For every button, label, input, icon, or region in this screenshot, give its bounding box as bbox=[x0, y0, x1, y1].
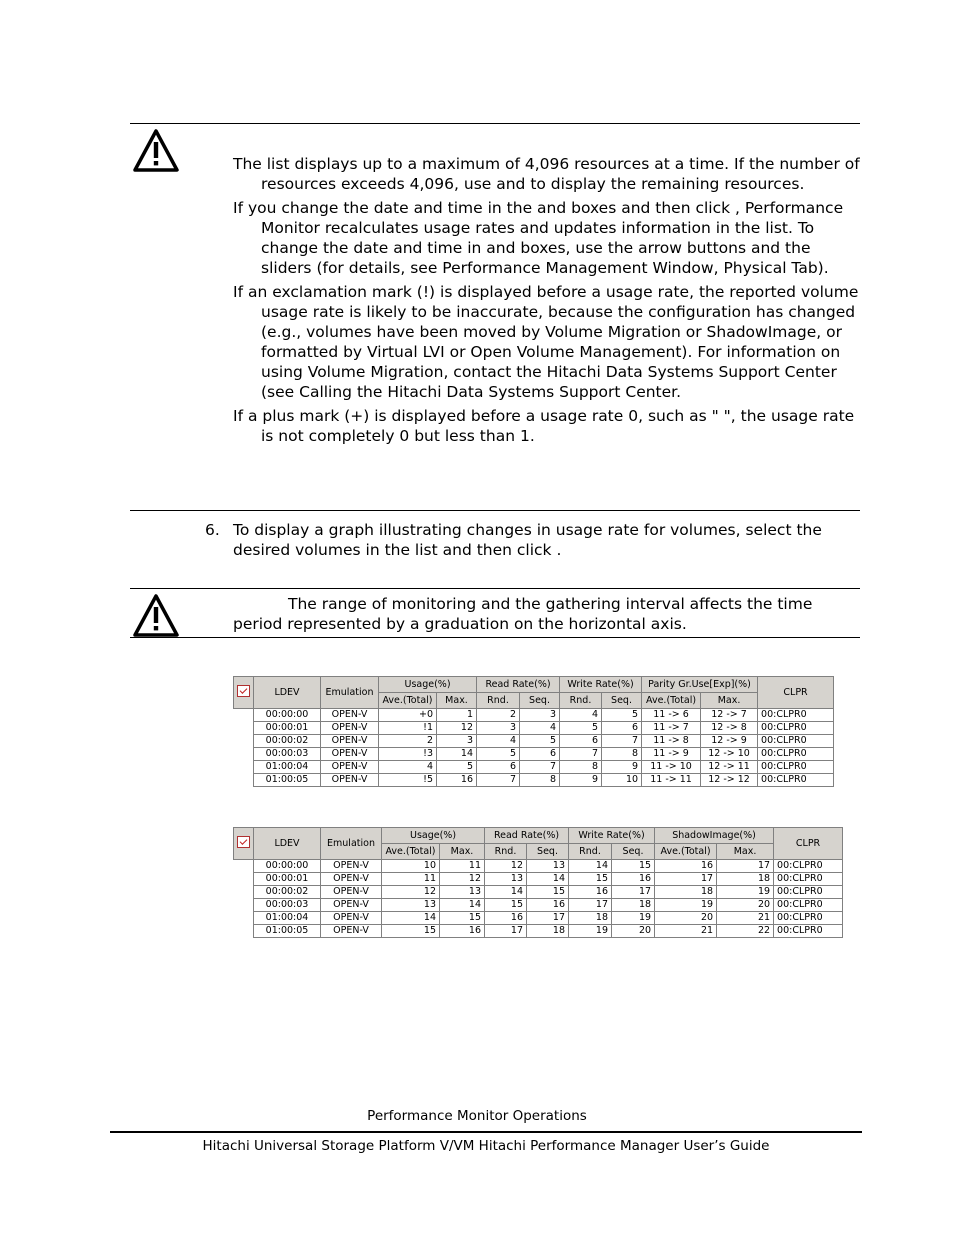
table-cell: 6 bbox=[602, 722, 642, 735]
table-cell: 15 bbox=[485, 899, 527, 912]
table-cell: 22 bbox=[717, 925, 774, 938]
table-cell: 12 bbox=[485, 860, 527, 873]
shadowimage-max-header[interactable]: Max. bbox=[717, 844, 774, 860]
table-row[interactable] bbox=[234, 774, 834, 787]
table-cell: 17 bbox=[485, 925, 527, 938]
table-cell: 16 bbox=[612, 873, 655, 886]
row-select-cell[interactable] bbox=[234, 722, 254, 735]
table-cell: 00:CLPR0 bbox=[758, 722, 834, 735]
table-cell: 4 bbox=[379, 761, 437, 774]
table-cell: 19 bbox=[717, 886, 774, 899]
step-text: To display a graph illustrating changes in usage rate for volumes, select the desired volumes in the list and then click . bbox=[233, 521, 822, 559]
table-cell: 12 -> 9 bbox=[701, 735, 758, 748]
table-cell: 21 bbox=[717, 912, 774, 925]
row-select-cell[interactable] bbox=[234, 735, 254, 748]
table-cell: 21 bbox=[655, 925, 717, 938]
write-seq-header[interactable]: Seq. bbox=[612, 844, 655, 860]
row-select-cell[interactable] bbox=[234, 761, 254, 774]
row-select-cell[interactable] bbox=[234, 774, 254, 787]
table-cell: 13 bbox=[440, 886, 485, 899]
caution-line: The list displays up to a maximum of 4,096 resources at a time. If the number of resources exceeds 4,096, use and to display the remaining resources. bbox=[233, 155, 860, 193]
table-cell: 7 bbox=[520, 761, 560, 774]
table-cell: 00:CLPR0 bbox=[758, 735, 834, 748]
table-cell: 17 bbox=[569, 899, 612, 912]
table-cell: 00:CLPR0 bbox=[774, 860, 843, 873]
table-cell: 4 bbox=[560, 709, 602, 722]
table-cell: 10 bbox=[382, 860, 440, 873]
usage-table-parity bbox=[233, 676, 834, 787]
table-cell: !5 bbox=[379, 774, 437, 787]
clpr-header[interactable]: CLPR bbox=[774, 828, 843, 860]
table-cell: 00:CLPR0 bbox=[774, 873, 843, 886]
table-cell: 12 bbox=[437, 722, 477, 735]
table-cell: 00:CLPR0 bbox=[758, 761, 834, 774]
usage-ave-header[interactable]: Ave.(Total) bbox=[379, 693, 437, 709]
table-cell: 00:00:01 bbox=[254, 873, 321, 886]
table-cell: 9 bbox=[602, 761, 642, 774]
note-top-rule bbox=[130, 588, 860, 589]
table-cell: 8 bbox=[560, 761, 602, 774]
table-cell: 00:CLPR0 bbox=[758, 709, 834, 722]
table-cell: 13 bbox=[485, 873, 527, 886]
table-cell: 18 bbox=[569, 912, 612, 925]
table-cell: !3 bbox=[379, 748, 437, 761]
row-select-cell[interactable] bbox=[234, 899, 254, 912]
table-cell: OPEN-V bbox=[321, 709, 379, 722]
warning-icon bbox=[132, 593, 180, 639]
table-cell: 11 -> 8 bbox=[642, 735, 701, 748]
table-cell: +0 bbox=[379, 709, 437, 722]
read-rate-header[interactable]: Read Rate(%) bbox=[477, 677, 560, 693]
shadowimage-header[interactable]: ShadowImage(%) bbox=[655, 828, 774, 844]
table-cell: 12 -> 11 bbox=[701, 761, 758, 774]
table-cell: OPEN-V bbox=[321, 860, 382, 873]
table-cell: 00:00:02 bbox=[254, 886, 321, 899]
table-cell: 19 bbox=[569, 925, 612, 938]
emulation-header[interactable]: Emulation bbox=[321, 828, 382, 860]
table-row[interactable] bbox=[234, 925, 843, 938]
parity-max-header[interactable]: Max. bbox=[701, 693, 758, 709]
table-cell: 11 -> 6 bbox=[642, 709, 701, 722]
table-cell: 16 bbox=[527, 899, 569, 912]
warning-icon bbox=[132, 128, 180, 174]
table-cell: 12 -> 7 bbox=[701, 709, 758, 722]
usage-max-header[interactable]: Max. bbox=[440, 844, 485, 860]
footer-rule bbox=[110, 1131, 862, 1133]
table-cell: 20 bbox=[612, 925, 655, 938]
table-cell: 00:CLPR0 bbox=[774, 925, 843, 938]
table-cell: 14 bbox=[569, 860, 612, 873]
usage-ave-header[interactable]: Ave.(Total) bbox=[382, 844, 440, 860]
note-body: The range of monitoring and the gathering interval affects the time period represented by a graduation on the horizontal axis. bbox=[233, 595, 813, 633]
table-cell: 20 bbox=[717, 899, 774, 912]
table-cell: OPEN-V bbox=[321, 774, 379, 787]
table-cell: 7 bbox=[477, 774, 520, 787]
table-cell: 00:CLPR0 bbox=[758, 774, 834, 787]
row-select-cell[interactable] bbox=[234, 748, 254, 761]
table-cell: 14 bbox=[382, 912, 440, 925]
table-cell: OPEN-V bbox=[321, 899, 382, 912]
table-cell: 17 bbox=[527, 912, 569, 925]
table-cell: 11 -> 7 bbox=[642, 722, 701, 735]
write-rate-header[interactable]: Write Rate(%) bbox=[560, 677, 642, 693]
table-cell: 18 bbox=[717, 873, 774, 886]
caution-line: If a plus mark (+) is displayed before a usage rate 0, such as " ", the usage rate is not completely 0 but less than 1. bbox=[233, 407, 855, 445]
row-select-cell[interactable] bbox=[234, 925, 254, 938]
table-cell: 11 bbox=[382, 873, 440, 886]
shadowimage-ave-header[interactable]: Ave.(Total) bbox=[655, 844, 717, 860]
table-cell: OPEN-V bbox=[321, 735, 379, 748]
table-cell: 3 bbox=[520, 709, 560, 722]
caution-line: If an exclamation mark (!) is displayed before a usage rate, the reported volume usage rate is likely to be inaccurate, because the configuration has changed (e.g., volumes have been moved by Volume Migration or ShadowImage, or formatted by Virtual LVI or Open Volume Management). For information on using Volume Migration, contact the Hitachi Data Systems Support Center (see Calling the Hitachi Data Systems Support Center. bbox=[233, 283, 859, 401]
table-cell: 20 bbox=[655, 912, 717, 925]
table-cell: 8 bbox=[602, 748, 642, 761]
table-cell: OPEN-V bbox=[321, 761, 379, 774]
table-cell: 4 bbox=[477, 735, 520, 748]
emulation-header[interactable]: Emulation bbox=[321, 677, 379, 709]
table-cell: 16 bbox=[485, 912, 527, 925]
note-text bbox=[233, 594, 858, 634]
table-cell: 5 bbox=[437, 761, 477, 774]
table-cell: 12 bbox=[440, 873, 485, 886]
usage-header[interactable]: Usage(%) bbox=[382, 828, 485, 844]
table-cell: 2 bbox=[379, 735, 437, 748]
table-cell: 11 -> 9 bbox=[642, 748, 701, 761]
table-cell: 15 bbox=[382, 925, 440, 938]
table-cell: 13 bbox=[527, 860, 569, 873]
table-row[interactable] bbox=[234, 709, 834, 722]
row-select-cell[interactable] bbox=[234, 886, 254, 899]
table-row[interactable] bbox=[234, 899, 843, 912]
table-cell: 00:00:03 bbox=[254, 748, 321, 761]
table-cell: 9 bbox=[560, 774, 602, 787]
footer-section-title: Performance Monitor Operations bbox=[367, 1108, 587, 1124]
table-cell: 15 bbox=[569, 873, 612, 886]
read-seq-header[interactable]: Seq. bbox=[527, 844, 569, 860]
caution-line: If you change the date and time in the and boxes and then click , Performance Monitor recalculates usage rates and updates information in the list. To change the date and time in and boxes, use the arrow buttons and the sliders (for details, see Performance Management Window, Physical Tab). bbox=[233, 199, 844, 277]
ldev-header[interactable]: LDEV bbox=[254, 828, 321, 860]
row-select-cell[interactable] bbox=[234, 873, 254, 886]
table-cell: 12 -> 8 bbox=[701, 722, 758, 735]
table-cell: 7 bbox=[560, 748, 602, 761]
table-cell: 1 bbox=[437, 709, 477, 722]
table-cell: 7 bbox=[602, 735, 642, 748]
step-number: 6. bbox=[205, 521, 220, 539]
parity-ave-header[interactable]: Ave.(Total) bbox=[642, 693, 701, 709]
usage-table-shadowimage bbox=[233, 827, 843, 938]
table-row[interactable] bbox=[234, 748, 834, 761]
row-select-cell[interactable] bbox=[234, 709, 254, 722]
table-row[interactable] bbox=[234, 761, 834, 774]
checkmark-icon bbox=[237, 685, 250, 697]
table-cell: 00:CLPR0 bbox=[774, 886, 843, 899]
table-cell: 14 bbox=[437, 748, 477, 761]
table-row[interactable] bbox=[234, 735, 834, 748]
table-cell: 19 bbox=[612, 912, 655, 925]
table-cell: 00:00:03 bbox=[254, 899, 321, 912]
write-rate-header[interactable]: Write Rate(%) bbox=[569, 828, 655, 844]
table-cell: 14 bbox=[440, 899, 485, 912]
table-cell: 00:00:01 bbox=[254, 722, 321, 735]
table-cell: 6 bbox=[520, 748, 560, 761]
table-cell: 12 -> 12 bbox=[701, 774, 758, 787]
read-rate-header[interactable]: Read Rate(%) bbox=[485, 828, 569, 844]
write-seq-header[interactable]: Seq. bbox=[602, 693, 642, 709]
table-cell: 19 bbox=[655, 899, 717, 912]
table-cell: OPEN-V bbox=[321, 722, 379, 735]
table-cell: OPEN-V bbox=[321, 925, 382, 938]
table-cell: 10 bbox=[602, 774, 642, 787]
table-cell: 01:00:05 bbox=[254, 925, 321, 938]
table-cell: 3 bbox=[437, 735, 477, 748]
table-cell: 5 bbox=[520, 735, 560, 748]
usage-header[interactable]: Usage(%) bbox=[379, 677, 477, 693]
table-cell: 5 bbox=[602, 709, 642, 722]
table-cell: 01:00:04 bbox=[254, 912, 321, 925]
table-cell: 01:00:05 bbox=[254, 774, 321, 787]
read-rnd-header[interactable]: Rnd. bbox=[485, 844, 527, 860]
table-cell: 15 bbox=[612, 860, 655, 873]
read-seq-header[interactable]: Seq. bbox=[520, 693, 560, 709]
table-cell: 6 bbox=[560, 735, 602, 748]
table-cell: 13 bbox=[382, 899, 440, 912]
write-rnd-header[interactable]: Rnd. bbox=[560, 693, 602, 709]
table-cell: OPEN-V bbox=[321, 748, 379, 761]
table-cell: 4 bbox=[520, 722, 560, 735]
table-cell: 15 bbox=[440, 912, 485, 925]
row-select-cell[interactable] bbox=[234, 912, 254, 925]
table-cell: 18 bbox=[655, 886, 717, 899]
table-cell: 16 bbox=[440, 925, 485, 938]
table-cell: 00:00:00 bbox=[254, 860, 321, 873]
table-row[interactable] bbox=[234, 722, 834, 735]
table-cell: 00:CLPR0 bbox=[774, 899, 843, 912]
row-select-cell[interactable] bbox=[234, 860, 254, 873]
table-cell: 12 -> 10 bbox=[701, 748, 758, 761]
table-cell: !1 bbox=[379, 722, 437, 735]
table-cell: 15 bbox=[527, 886, 569, 899]
table-cell: 3 bbox=[477, 722, 520, 735]
table-cell: OPEN-V bbox=[321, 873, 382, 886]
usage-max-header[interactable]: Max. bbox=[437, 693, 477, 709]
table-cell: 18 bbox=[612, 899, 655, 912]
table-cell: OPEN-V bbox=[321, 886, 382, 899]
clpr-header[interactable]: CLPR bbox=[758, 677, 834, 709]
table-cell: 00:00:02 bbox=[254, 735, 321, 748]
table-cell: OPEN-V bbox=[321, 912, 382, 925]
table-cell: 17 bbox=[717, 860, 774, 873]
note-bottom-rule bbox=[130, 637, 860, 638]
caution-text bbox=[233, 154, 863, 450]
table-cell: 12 bbox=[382, 886, 440, 899]
select-all-header[interactable] bbox=[234, 828, 254, 860]
table-cell: 18 bbox=[527, 925, 569, 938]
table-cell: 17 bbox=[655, 873, 717, 886]
table-row[interactable] bbox=[234, 860, 843, 873]
table-cell: 2 bbox=[477, 709, 520, 722]
select-all-header[interactable] bbox=[234, 677, 254, 709]
table-cell: 5 bbox=[477, 748, 520, 761]
write-rnd-header[interactable]: Rnd. bbox=[569, 844, 612, 860]
table-cell: 00:CLPR0 bbox=[758, 748, 834, 761]
table-cell: 14 bbox=[485, 886, 527, 899]
ldev-header[interactable]: LDEV bbox=[254, 677, 321, 709]
table-cell: 16 bbox=[569, 886, 612, 899]
table-cell: 01:00:04 bbox=[254, 761, 321, 774]
table-cell: 16 bbox=[437, 774, 477, 787]
table-cell: 11 bbox=[440, 860, 485, 873]
table-cell: 14 bbox=[527, 873, 569, 886]
footer-guide-title: Hitachi Universal Storage Platform V/VM Hitachi Performance Manager User’s Guide bbox=[202, 1138, 770, 1154]
table-cell: 17 bbox=[612, 886, 655, 899]
table-cell: 00:CLPR0 bbox=[774, 912, 843, 925]
table-cell: 11 -> 10 bbox=[642, 761, 701, 774]
read-rnd-header[interactable]: Rnd. bbox=[477, 693, 520, 709]
checkmark-icon bbox=[237, 836, 250, 848]
caution-bottom-rule bbox=[130, 510, 860, 511]
table-cell: 00:00:00 bbox=[254, 709, 321, 722]
table-cell: 6 bbox=[477, 761, 520, 774]
table-row[interactable] bbox=[234, 873, 843, 886]
table-cell: 11 -> 11 bbox=[642, 774, 701, 787]
table-row[interactable] bbox=[234, 886, 843, 899]
table-cell: 16 bbox=[655, 860, 717, 873]
table-cell: 5 bbox=[560, 722, 602, 735]
parity-group-header[interactable]: Parity Gr.Use[Exp](%) bbox=[642, 677, 758, 693]
caution-top-rule bbox=[130, 123, 860, 124]
table-row[interactable] bbox=[234, 912, 843, 925]
table-cell: 8 bbox=[520, 774, 560, 787]
